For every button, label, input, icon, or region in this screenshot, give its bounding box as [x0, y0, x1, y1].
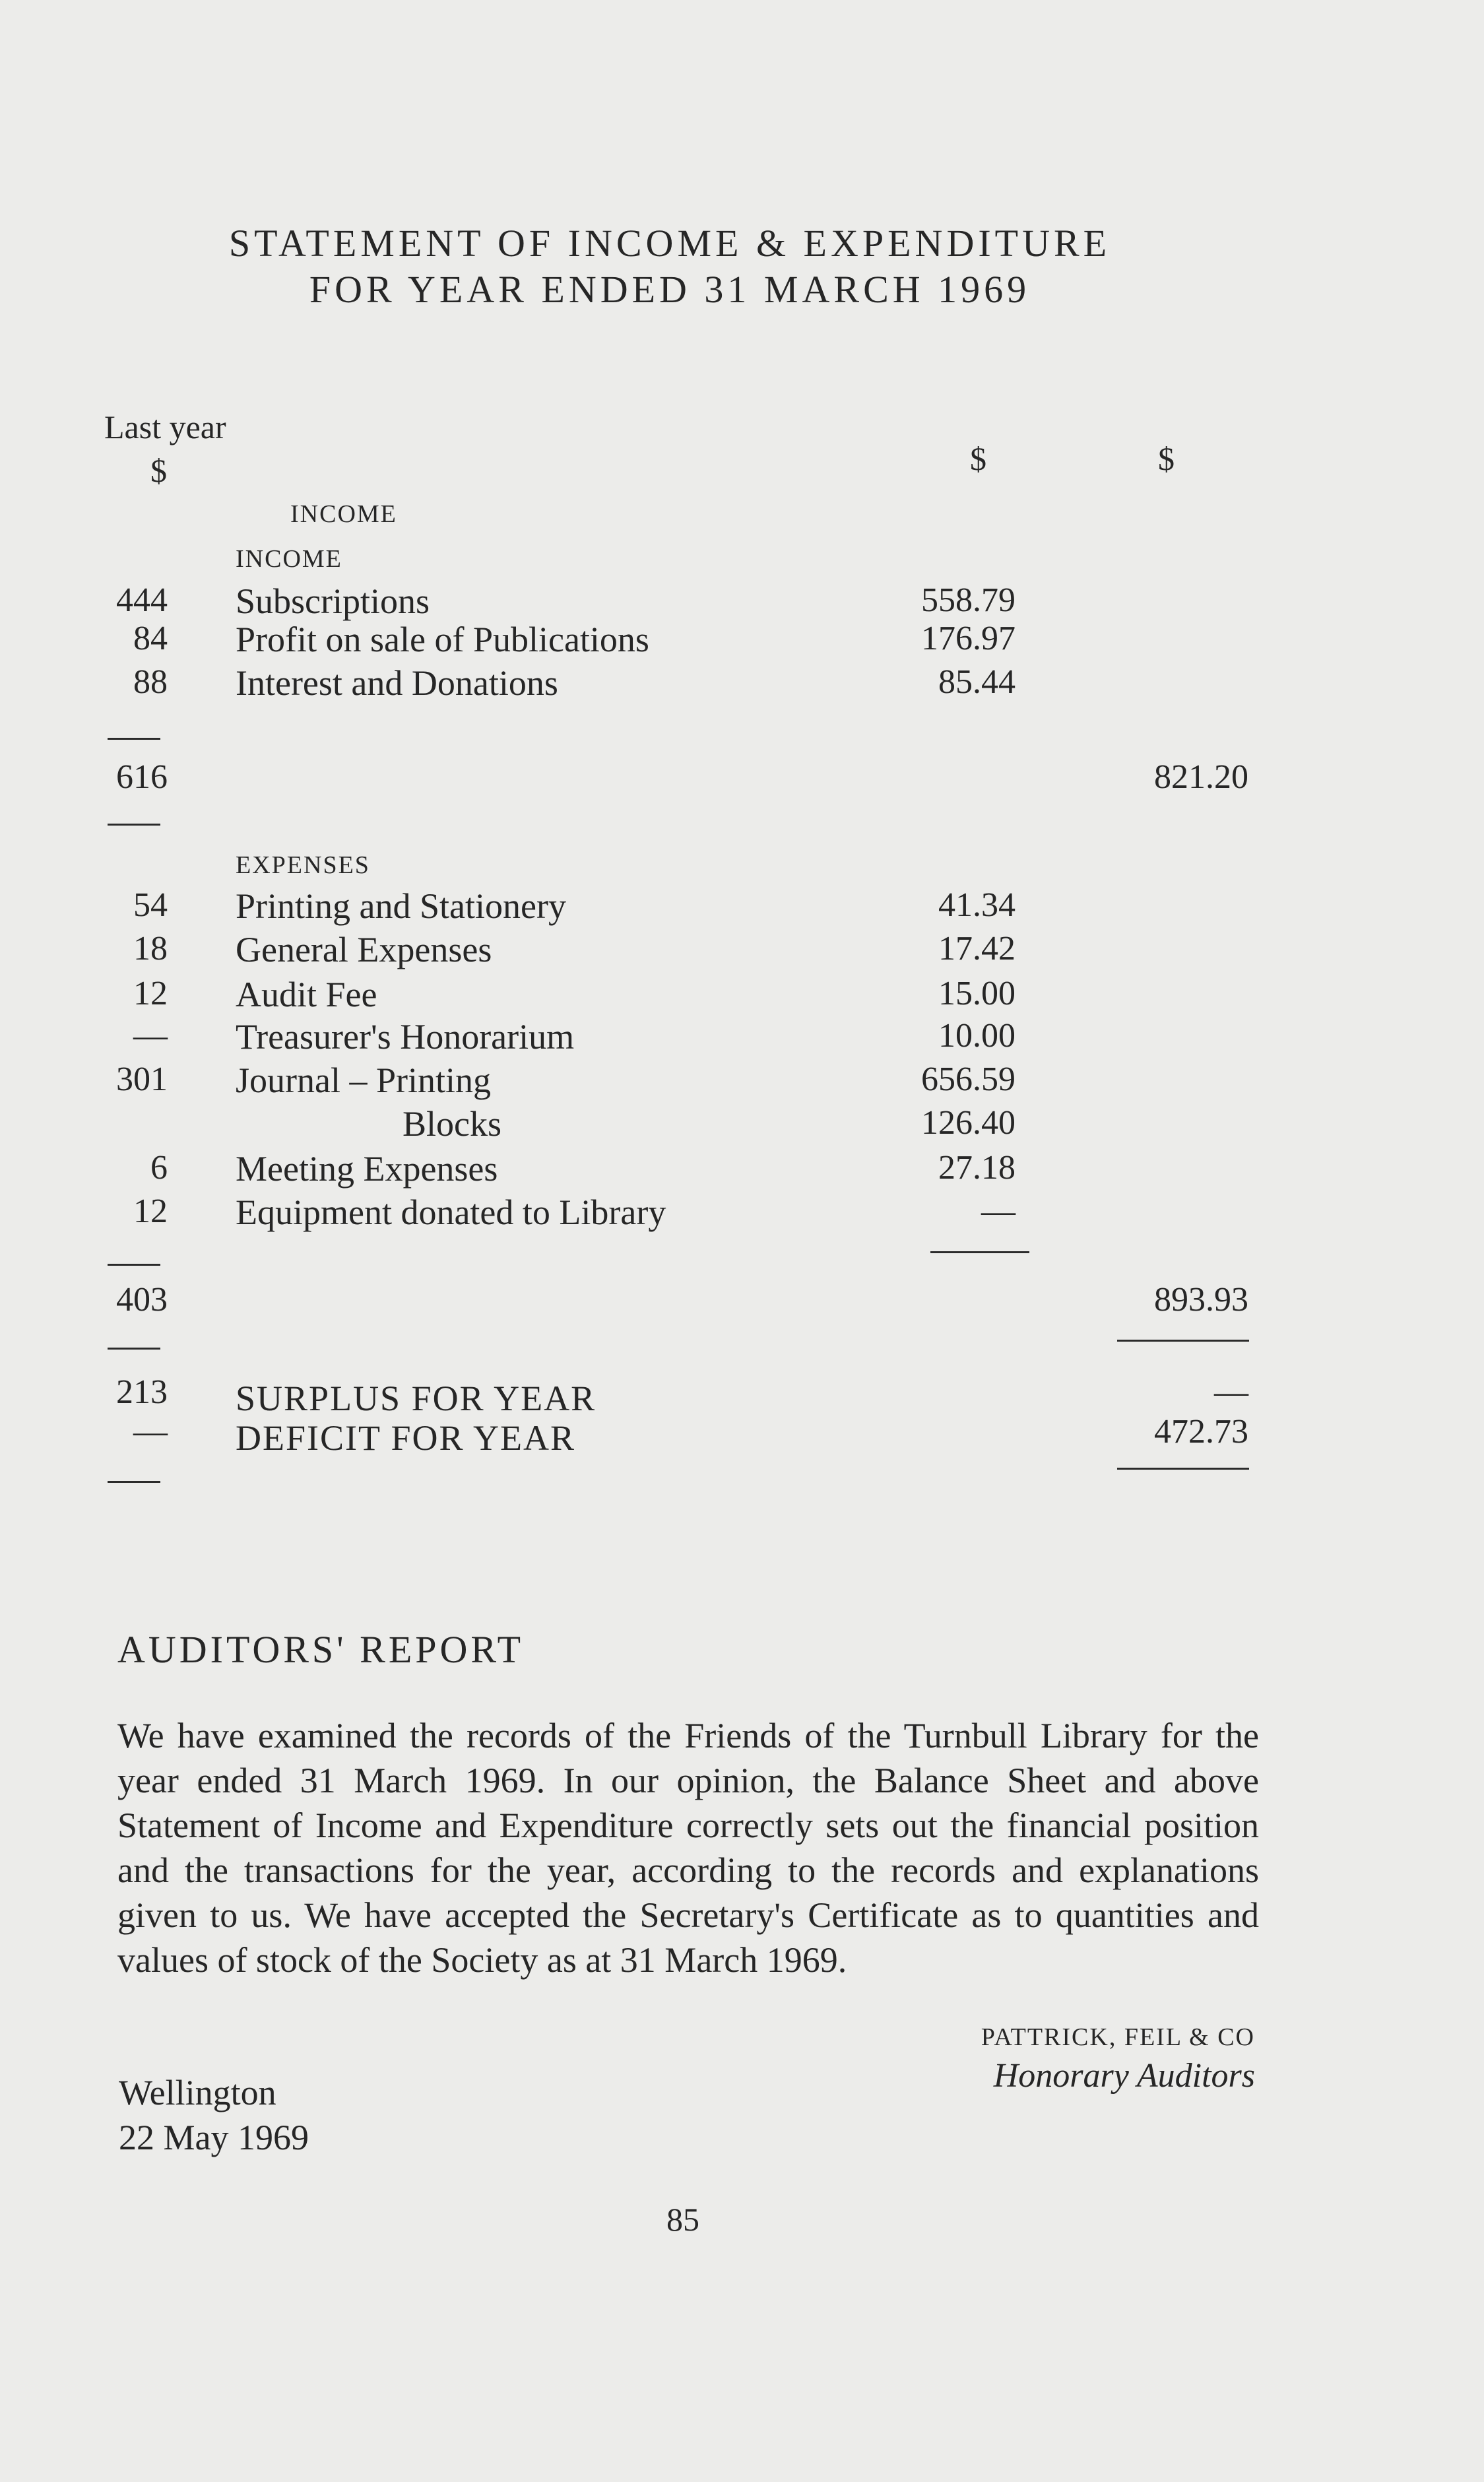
line-item-label: Journal – Printing — [236, 1061, 491, 1100]
auditors-report-heading: AUDITORS' REPORT — [117, 1628, 525, 1671]
surplus-value: — — [1214, 1373, 1248, 1411]
subtotal-rule — [108, 1348, 160, 1350]
report-date: 22 May 1969 — [119, 2118, 309, 2157]
page-number: 85 — [666, 2201, 699, 2238]
amount-currency-header: $ — [970, 440, 986, 477]
prior-year-value: — — [133, 1017, 168, 1055]
income-section-heading: INCOME — [290, 500, 397, 528]
expense-row — [0, 977, 1484, 1023]
expense-row — [0, 1194, 1484, 1241]
expenses-total-row — [0, 1283, 1484, 1329]
income-sub-heading: INCOME — [236, 545, 342, 573]
expense-row — [0, 1106, 1484, 1152]
line-item-amount: 85.44 — [938, 663, 1016, 701]
line-item-label: Profit on sale of Publications — [236, 620, 649, 659]
amount-column-rule — [930, 1251, 1029, 1253]
statement-title-line-1: STATEMENT OF INCOME & EXPENDITURE — [228, 222, 1111, 265]
statement-title-line-2: FOR YEAR ENDED 31 MARCH 1969 — [309, 268, 1031, 311]
prior-year-value: 12 — [133, 975, 168, 1012]
line-item-amount: 176.97 — [921, 620, 1016, 657]
income-row — [0, 622, 1484, 668]
auditor-firm: PATTRICK, FEIL & CO — [981, 2023, 1255, 2051]
line-item-label: Equipment donated to Library — [236, 1192, 666, 1232]
auditor-role: Honorary Auditors — [993, 2057, 1255, 2095]
line-item-label: Treasurer's Honorarium — [236, 1017, 575, 1057]
income-total-row — [0, 760, 1484, 806]
surplus-prior: 213 — [116, 1373, 168, 1411]
prior-year-value: 6 — [150, 1149, 168, 1187]
surplus-label: SURPLUS FOR YEAR — [236, 1379, 597, 1418]
deficit-value: 472.73 — [1154, 1413, 1248, 1451]
report-place: Wellington — [119, 2073, 276, 2112]
subtotal-rule — [108, 824, 160, 826]
expenses-total-prior: 403 — [116, 1281, 168, 1319]
line-item-amount: 15.00 — [938, 975, 1016, 1012]
line-item-amount: 656.59 — [921, 1061, 1016, 1098]
deficit-prior: — — [133, 1413, 168, 1451]
line-item-amount: — — [981, 1192, 1016, 1230]
subtotal-rule — [108, 1481, 160, 1483]
income-total-prior: 616 — [116, 758, 168, 796]
auditors-report-body: We have examined the records of the Friends of the Turnbull Library for the year ended 31 March 1969. In our opinion, the Balance Sheet and above Statement of Income and Expenditure correctly sets out the financial position and the transactions for the year, according to the records and explanations given to us. We have accepted the Secretary's Certificate as to quantities and values of stock of the Society as at 31 March 1969. — [117, 1716, 1259, 1980]
line-item-label: Printing and Stationery — [236, 886, 566, 926]
line-item-label: Audit Fee — [236, 975, 377, 1014]
line-item-label: General Expenses — [236, 930, 492, 969]
line-item-amount: 126.40 — [921, 1104, 1016, 1142]
income-row — [0, 665, 1484, 711]
expense-row — [0, 1062, 1484, 1109]
deficit-row — [0, 1415, 1484, 1461]
last-year-header: Last year — [104, 408, 226, 445]
total-currency-header: $ — [1158, 440, 1175, 477]
subtotal-rule — [108, 1264, 160, 1266]
line-item-amount: 41.34 — [938, 886, 1016, 924]
expenses-heading: EXPENSES — [236, 851, 370, 879]
total-column-rule — [1117, 1340, 1249, 1342]
line-item-amount: 17.42 — [938, 930, 1016, 967]
line-item-amount: 10.00 — [938, 1017, 1016, 1055]
income-total: 821.20 — [1154, 758, 1248, 796]
final-total-rule — [1117, 1468, 1249, 1470]
prior-year-value: 88 — [133, 663, 168, 701]
expense-row — [0, 1019, 1484, 1065]
expense-row — [0, 1151, 1484, 1197]
prior-year-value: 444 — [116, 581, 168, 619]
prior-year-value: 12 — [133, 1192, 168, 1230]
line-item-amount: 558.79 — [921, 581, 1016, 619]
line-item-label: Subscriptions — [236, 581, 430, 621]
line-item-amount: 27.18 — [938, 1149, 1016, 1187]
deficit-label: DEFICIT FOR YEAR — [236, 1418, 576, 1458]
prior-year-value: 18 — [133, 930, 168, 967]
subtotal-rule — [108, 738, 160, 740]
last-year-currency: $ — [150, 452, 167, 489]
prior-year-value: 84 — [133, 620, 168, 657]
expenses-total: 893.93 — [1154, 1281, 1248, 1319]
expense-row — [0, 932, 1484, 978]
line-item-label: Blocks — [403, 1104, 502, 1144]
line-item-label: Meeting Expenses — [236, 1149, 498, 1189]
line-item-label: Interest and Donations — [236, 663, 558, 703]
expense-row — [0, 888, 1484, 934]
prior-year-value: 301 — [116, 1061, 168, 1098]
prior-year-value: 54 — [133, 886, 168, 924]
